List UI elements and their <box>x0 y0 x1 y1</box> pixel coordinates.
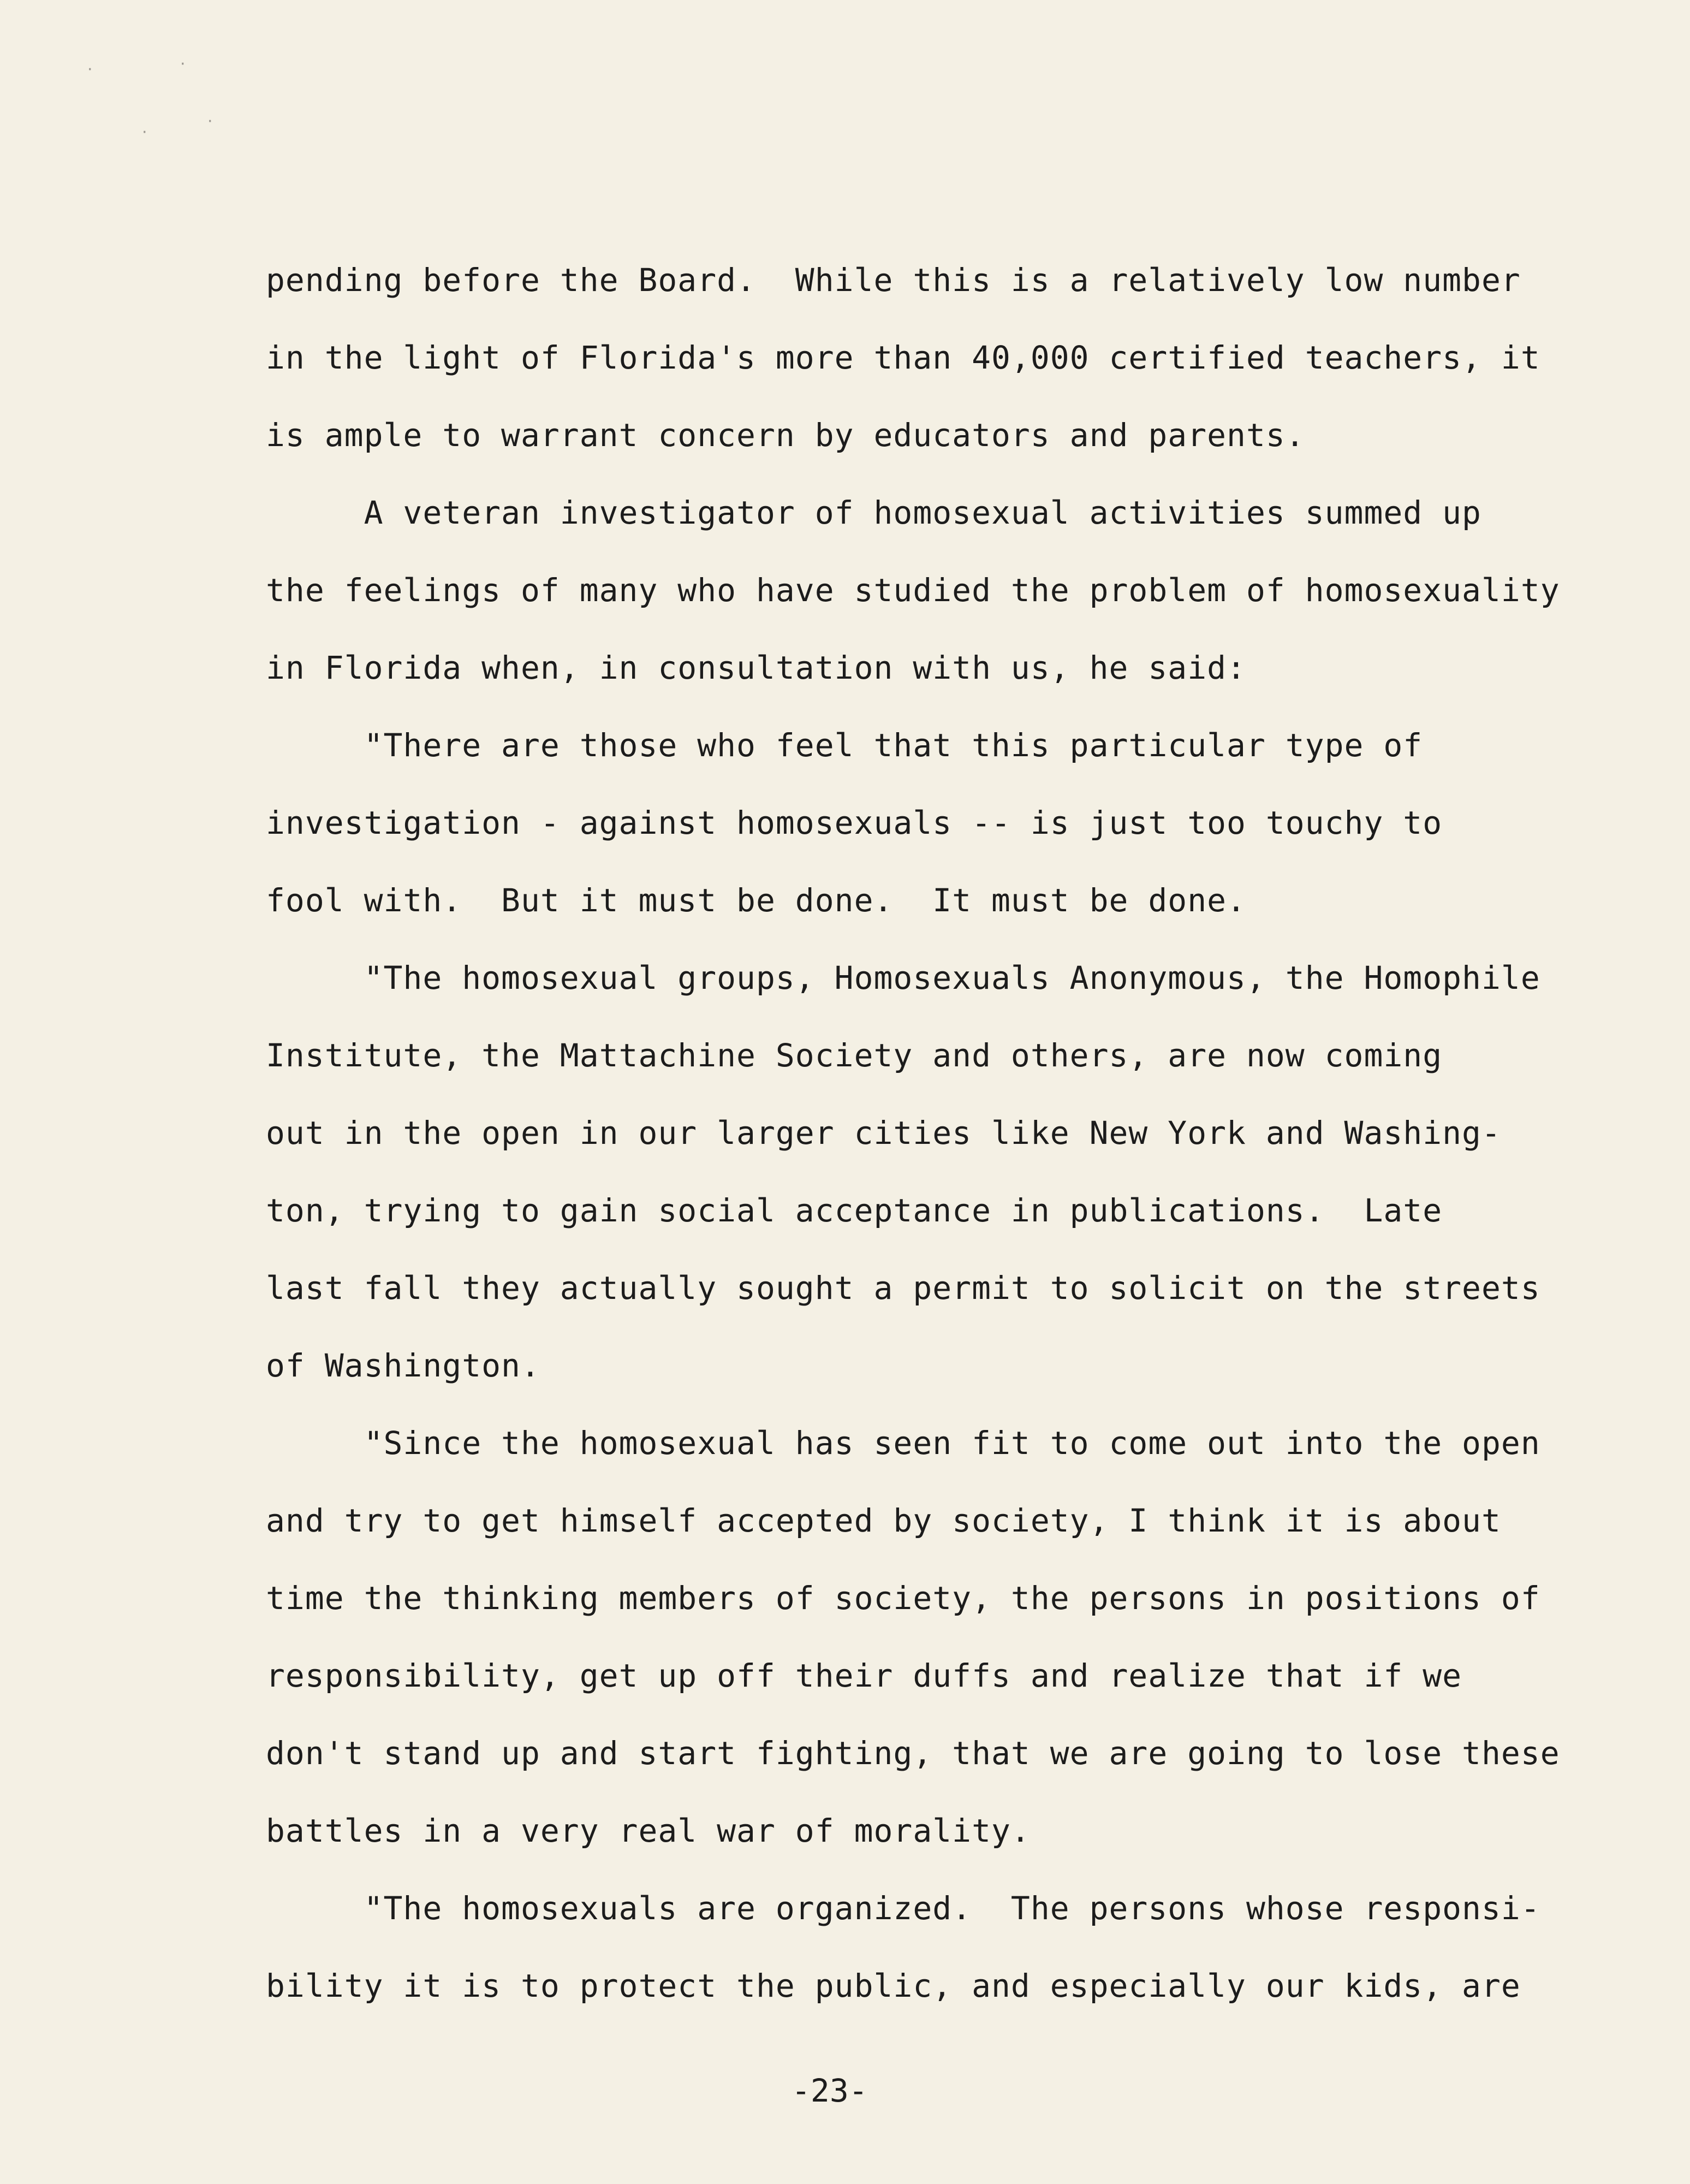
paper-mark: · <box>142 123 147 142</box>
text-line: last fall they actually sought a permit to solicit on the streets <box>266 1269 1540 1307</box>
text-line: Institute, the Mattachine Society and others, are now coming <box>266 1037 1443 1074</box>
text-line: the feelings of many who have studied the problem of homosexuality <box>266 572 1560 609</box>
text-line: pending before the Board. While this is a relatively low number <box>266 262 1521 299</box>
text-line: "There are those who feel that this particular type of <box>266 727 1423 764</box>
text-line: don't stand up and start fighting, that we are going to lose these <box>266 1735 1560 1772</box>
text-line: battles in a very real war of morality. <box>266 1812 1031 1849</box>
text-line: A veteran investigator of homosexual activities summed up <box>266 494 1481 531</box>
paper-mark: · <box>180 55 186 74</box>
text-line: time the thinking members of society, the persons in positions of <box>266 1580 1540 1617</box>
text-line: is ample to warrant concern by educators and parents. <box>266 417 1305 454</box>
text-line: and try to get himself accepted by society, I think it is about <box>266 1502 1501 1539</box>
text-line: investigation - against homosexuals -- is just too touchy to <box>266 804 1443 841</box>
text-line: "The homosexual groups, Homosexuals Anonymous, the Homophile <box>266 959 1540 996</box>
page-number: -23- <box>792 2072 868 2109</box>
text-line: responsibility, get up off their duffs and realize that if we <box>266 1657 1462 1694</box>
text-line: "Since the homosexual has seen fit to come out into the open <box>266 1425 1540 1462</box>
text-line: bility it is to protect the public, and especially our kids, are <box>266 1967 1521 2004</box>
paper-mark: · <box>207 112 213 131</box>
text-line: out in the open in our larger cities like New York and Washing- <box>266 1114 1501 1152</box>
paper-mark: · <box>87 60 93 79</box>
text-line: in Florida when, in consultation with us, he said: <box>266 649 1246 686</box>
text-line: "The homosexuals are organized. The persons whose responsi- <box>266 1890 1540 1927</box>
text-line: ton, trying to gain social acceptance in publications. Late <box>266 1192 1443 1229</box>
text-line: fool with. But it must be done. It must be done. <box>266 882 1246 919</box>
text-line: of Washington. <box>266 1347 540 1384</box>
text-line: in the light of Florida's more than 40,000 certified teachers, it <box>266 339 1540 376</box>
